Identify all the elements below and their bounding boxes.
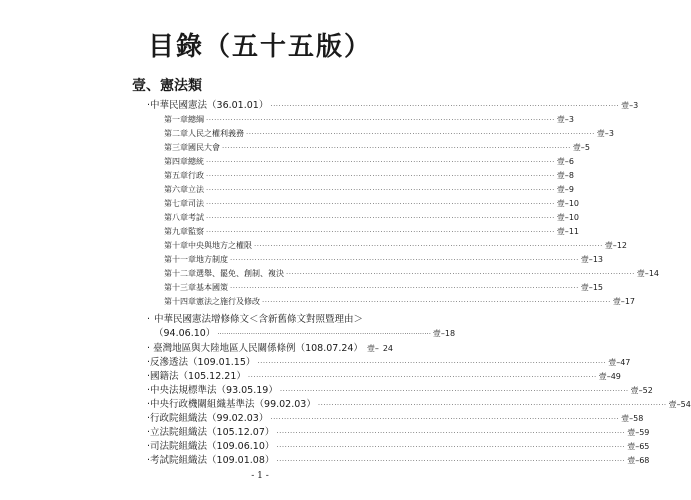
chapter-title: 地方制度 [196,255,228,264]
toc-entry-volume: 壹– [630,386,643,395]
toc-entry-label: 國籍法（105.12.21） [150,371,246,382]
dot-leader [248,373,597,381]
toc-chapter-7[interactable] [164,198,579,209]
dot-leader: ································································································ [217,330,431,338]
page-title: 目錄（五十五版） [147,32,372,62]
toc-entry-volume: 壹– [621,101,634,110]
dot-leader [206,116,555,124]
chapter-page: 10 [568,213,579,222]
chapter-volume: 壹– [556,227,569,236]
chapter-title: 選舉、罷免、創制、複決 [196,269,284,278]
chapter-title: 司法 [188,199,204,208]
page-number: - 1 - [251,471,269,481]
dot-leader [206,228,555,236]
toc-entry-volume: 壹– [627,442,640,451]
toc-chapter-9[interactable] [164,226,579,237]
chapter-title: 監察 [188,227,204,236]
chapter-title: 總綱 [188,115,204,124]
chapter-number: 第十三章 [164,283,196,292]
dot-leader [230,256,579,264]
chapter-title: 行政 [188,171,204,180]
toc-entry-page: 18 [444,329,456,338]
chapter-volume: 壹– [556,157,569,166]
bullet: · [147,441,151,452]
toc-entry-volume: 壹– [627,456,640,465]
chapter-volume: 壹– [572,143,585,152]
toc-entry-volume: 壹– [598,372,611,381]
chapter-number: 第六章 [164,185,188,194]
chapter-page: 8 [568,171,574,180]
chapter-volume: 壹– [580,283,593,292]
dot-leader [222,144,571,152]
dot-leader [257,359,606,367]
chapter-page: 3 [608,129,614,138]
dot-leader [206,214,555,222]
toc-entry-volume: 壹– [627,428,640,437]
toc-entry-page: 47 [620,358,631,367]
toc-entry[interactable] [147,382,653,396]
chapter-title: 人民之權利義務 [188,129,244,138]
toc-entry-label: 中央法規標準法（93.05.19） [150,385,278,396]
toc-entry-volume: 壹– [366,344,379,353]
chapter-volume: 壹– [556,185,569,194]
bullet: · [147,413,151,424]
chapter-volume: 壹– [612,297,625,306]
dot-leader [254,242,603,250]
chapter-page: 10 [568,199,579,208]
chapter-page: 17 [624,297,635,306]
toc-entry-label: 臺灣地區與大陸地區人民關係條例（108.07.24） [153,343,363,354]
chapter-volume: 壹– [604,241,617,250]
toc-entry-label: 行政院組織法（99.02.03） [150,413,269,424]
dot-leader [206,186,555,194]
chapter-page: 6 [568,157,574,166]
chapter-number: 第九章 [164,227,188,236]
chapter-number: 第三章 [164,143,188,152]
toc-entry-label-continued: （94.06.10） [154,328,216,339]
toc-entry-label: 立法院組織法（105.12.07） [150,427,275,438]
bullet: · [147,100,151,111]
toc-entry[interactable] [147,410,644,424]
bullet: · [147,385,151,396]
toc-entry[interactable] [147,354,631,368]
chapter-number: 第十四章 [164,297,196,306]
toc-entry-page: 54 [680,400,691,409]
dot-leader [270,415,619,423]
dot-leader [270,102,619,110]
toc-entry-page: 52 [642,386,653,395]
dot-leader [206,158,555,166]
bullet: · [147,427,151,438]
toc-chapter-13[interactable] [164,282,603,293]
bullet: · [147,371,151,382]
toc-entry[interactable] [147,368,621,382]
chapter-number: 第十二章 [164,269,196,278]
chapter-page: 9 [568,185,574,194]
chapter-volume: 壹– [580,255,593,264]
toc-entry-volume: 壹– [668,400,681,409]
chapter-volume: 壹– [636,269,649,278]
chapter-page: 11 [568,227,579,236]
toc-entry-page: 3 [633,101,639,110]
toc-chapter-4[interactable] [164,156,574,167]
chapter-page: 12 [616,241,627,250]
bullet: · [147,357,151,368]
dot-leader [206,200,555,208]
chapter-number: 第八章 [164,213,188,222]
toc-entry-label: 反滲透法（109.01.15） [150,357,256,368]
dot-leader [276,429,625,437]
toc-entry-label: 司法院組織法（109.06.10） [150,441,275,452]
toc-chapter-11[interactable] [164,254,603,265]
bullet: · [147,343,151,354]
toc-entry-amendments-continued[interactable] [154,325,456,339]
toc-chapter-2[interactable] [164,128,614,139]
section-heading: 壹、憲法類 [132,78,202,94]
chapter-page: 3 [568,115,574,124]
toc-entry-volume: 壹– [432,329,445,338]
toc-entry[interactable] [147,340,393,354]
toc-entry[interactable] [147,396,691,410]
dot-leader [276,443,625,451]
toc-chapter-10[interactable] [164,240,627,251]
toc-entry-constitution[interactable] [147,97,639,111]
chapter-number: 第十章 [164,241,188,250]
toc-chapter-3[interactable] [164,142,590,153]
toc-chapter-1[interactable] [164,114,574,125]
toc-entry[interactable] [147,438,650,452]
toc-entry-page: 58 [633,414,644,423]
bullet: · [147,399,151,410]
toc-entry-page: 49 [610,372,621,381]
toc-entry-page: 65 [639,442,650,451]
dot-leader [276,457,625,465]
toc-chapter-6[interactable] [164,184,574,195]
chapter-volume: 壹– [556,199,569,208]
bullet: · [147,455,151,466]
toc-chapter-12[interactable] [164,268,659,279]
dot-leader [206,172,555,180]
chapter-page: 5 [584,143,590,152]
chapter-title: 憲法之施行及修改 [196,297,260,306]
chapter-number: 第四章 [164,157,188,166]
chapter-page: 13 [592,255,603,264]
chapter-title: 基本國策 [196,283,228,292]
bullet: · [147,314,151,325]
chapter-title: 立法 [188,185,204,194]
chapter-title: 國民大會 [188,143,220,152]
toc-entry-volume: 壹– [608,358,621,367]
dot-leader [280,387,629,395]
dot-leader [246,130,595,138]
dot-leader [318,401,667,409]
dot-leader [230,284,579,292]
chapter-title: 總統 [188,157,204,166]
chapter-volume: 壹– [596,129,609,138]
toc-chapter-8[interactable] [164,212,579,223]
chapter-volume: 壹– [556,115,569,124]
toc-entry-page: 68 [639,456,650,465]
toc-chapter-14[interactable] [164,296,635,307]
toc-entry-amendments[interactable] [147,311,393,325]
toc-entry-page: 24 [382,344,393,353]
toc-entry-label: 中華民國憲法（36.01.01） [150,100,269,111]
chapter-number: 第十一章 [164,255,196,264]
toc-chapter-5[interactable] [164,170,574,181]
toc-entry[interactable] [147,452,650,466]
dot-leader [262,298,611,306]
chapter-title: 中央與地方之權限 [188,241,252,250]
toc-entry-label: 中華民國憲法增修條文＜含新舊條文對照暨理由＞ [154,314,364,325]
toc-entry-label: 考試院組織法（109.01.08） [150,455,275,466]
chapter-page: 14 [648,269,659,278]
toc-entry[interactable] [147,424,650,438]
toc-entry-label: 中央行政機關組織基準法（99.02.03） [150,399,316,410]
chapter-title: 考試 [188,213,204,222]
chapter-page: 15 [592,283,603,292]
chapter-volume: 壹– [556,171,569,180]
chapter-number: 第五章 [164,171,188,180]
chapter-number: 第七章 [164,199,188,208]
chapter-number: 第一章 [164,115,188,124]
chapter-volume: 壹– [556,213,569,222]
toc-entry-volume: 壹– [621,414,634,423]
chapter-number: 第二章 [164,129,188,138]
toc-entry-page: 59 [639,428,650,437]
dot-leader [286,270,635,278]
